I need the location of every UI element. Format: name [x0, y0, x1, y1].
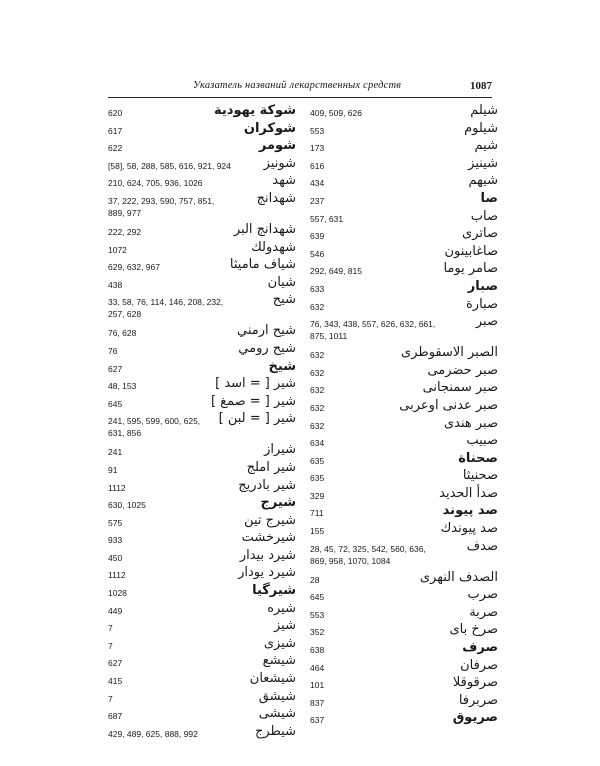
page-references-line: 630, 1025 [108, 500, 146, 511]
index-entry [310, 588, 498, 606]
arabic-term: صبر سمنجانى [422, 380, 498, 396]
arabic-term: صحناة [458, 450, 498, 466]
index-entry [108, 654, 296, 672]
page-references [310, 591, 324, 603]
arabic-term: صبار [467, 278, 498, 294]
arabic-term: صريوق [452, 710, 498, 726]
index-entry [108, 241, 296, 259]
page-references-line: 633 [310, 283, 325, 294]
arabic-term: صبر عدنى اوعربى [399, 397, 498, 413]
index-entry [108, 258, 296, 276]
index-entry [108, 293, 296, 324]
arabic-term: صامر يوما [443, 261, 498, 277]
index-entry [108, 139, 296, 157]
arabic-term: شهدولك [251, 239, 296, 255]
page-references [310, 160, 324, 172]
page-references [108, 380, 136, 392]
page-references [108, 177, 203, 189]
arabic-term: شيرج [260, 495, 296, 511]
page-references [310, 420, 324, 432]
index-entry [108, 479, 296, 497]
page-references-line: 1112 [108, 570, 126, 581]
arabic-term: صربرفا [458, 692, 498, 708]
index-entry [108, 690, 296, 708]
arabic-term: شوكران [243, 120, 296, 136]
page-references-line: 557, 631 [310, 213, 344, 224]
arabic-term: شيراز [264, 442, 296, 458]
page-references [310, 125, 324, 137]
page-references-line: 1112 [108, 482, 126, 493]
page-references-line: 616 [310, 160, 325, 171]
page-references [310, 318, 435, 342]
index-entry [310, 623, 498, 641]
arabic-term: شير [ = لبن ] [218, 411, 296, 427]
index-entry [108, 602, 296, 620]
page-references-line: 48, 153 [108, 381, 137, 392]
page-references-line: 575 [108, 517, 123, 528]
page-references-line: 622 [108, 143, 123, 154]
arabic-term: شهدانج [256, 190, 296, 206]
index-entry [310, 711, 498, 729]
page-references-line: 629, 632, 967 [108, 262, 160, 273]
index-entry [108, 104, 296, 122]
index-entry [310, 280, 498, 298]
page-references-line: 329 [310, 490, 325, 501]
arabic-term: الصبر الاسقوطرى [401, 345, 498, 361]
page-references [108, 640, 113, 652]
arabic-term: شيرگيا [252, 583, 296, 599]
arabic-term: شير [ = صمغ ] [210, 393, 296, 409]
arabic-term: شيشع [262, 653, 296, 669]
page-references-line: 33, 58, 76, 114, 146, 208, 232, [108, 297, 224, 308]
index-entry [310, 210, 498, 228]
index-entry [108, 395, 296, 413]
arabic-term: صبر هندى [443, 415, 498, 431]
index-column-left [108, 104, 296, 742]
index-entry [310, 399, 498, 417]
arabic-term: صدف [466, 538, 498, 554]
arabic-term: الصدف النهرى [419, 569, 498, 585]
arabic-term: شيزى [263, 635, 296, 651]
index-entry [310, 364, 498, 382]
index-entry [108, 619, 296, 637]
arabic-term: شيلم [470, 103, 498, 118]
arabic-term: صربة [469, 604, 498, 620]
page-references-line: 76 [108, 345, 118, 356]
page-references [108, 693, 113, 705]
page-references-line: 257, 628 [108, 309, 142, 320]
page-references-line: 632 [310, 402, 325, 413]
page-references [310, 384, 324, 396]
page-references [310, 177, 324, 189]
index-entry [310, 641, 498, 659]
arabic-term: صبر حضرمى [427, 362, 498, 378]
arabic-term: صا [480, 190, 498, 206]
index-entry [108, 584, 296, 602]
page-references [108, 125, 122, 137]
index-entry [310, 315, 498, 346]
index-entry [310, 540, 498, 571]
page-references [310, 283, 324, 295]
page-references [108, 296, 223, 320]
page-references [310, 349, 324, 361]
index-entry [310, 434, 498, 452]
index-entry [108, 443, 296, 461]
page-references-line: 1028 [108, 588, 127, 599]
page-references-line: 837 [310, 697, 325, 708]
page-references-line: 632 [310, 367, 325, 378]
page-references-line: 415 [108, 676, 123, 687]
index-entry [310, 381, 498, 399]
index-entry [310, 157, 498, 175]
page-references [108, 398, 122, 410]
page-references-line: 617 [108, 125, 123, 136]
arabic-term: صرب [467, 587, 498, 603]
index-entry [310, 417, 498, 435]
page-references-line: 210, 624, 705, 936, 1026 [108, 178, 203, 189]
page-references-line: 76, 628 [108, 328, 137, 339]
page-references [108, 499, 146, 511]
arabic-term: شير [ = اسد ] [215, 376, 296, 392]
page-references [310, 265, 362, 277]
arabic-term: شيطرج [254, 723, 296, 739]
page-references-line: 173 [310, 143, 325, 154]
arabic-term: شير بادريج [238, 477, 296, 493]
page-references [310, 195, 324, 207]
arabic-term: شيهم [468, 173, 498, 189]
page-references-line: 553 [310, 609, 325, 620]
index-entry [108, 342, 296, 360]
index-entry [108, 531, 296, 549]
page-references [310, 472, 324, 484]
page-references [108, 464, 117, 476]
index-entry [108, 412, 296, 443]
page-references-line: 7 [108, 640, 113, 651]
page-references [108, 244, 127, 256]
page-references [310, 490, 324, 502]
page-references [108, 142, 122, 154]
index-entry [108, 725, 296, 743]
arabic-term: صاترى [462, 226, 498, 242]
page-references [108, 587, 127, 599]
arabic-term: صرقوقلا [452, 675, 498, 691]
page-references-line: 875, 1011 [310, 331, 348, 342]
arabic-term: شيشق [258, 688, 296, 704]
index-entry [108, 360, 296, 378]
arabic-term: شيز [274, 618, 296, 634]
index-entry [310, 122, 498, 140]
page-references-line: 631, 856 [108, 428, 142, 439]
page-references [310, 248, 324, 260]
page-references-line: 155 [310, 526, 325, 537]
arabic-term: صبارة [465, 296, 498, 312]
page-references-line: 91 [108, 464, 118, 475]
page-references [310, 574, 319, 586]
index-entry [310, 469, 498, 487]
index-entry [108, 461, 296, 479]
index-entry [108, 637, 296, 655]
arabic-term: صبر [475, 314, 498, 330]
page-references-line: 37, 222, 293, 590, 757, 851, [108, 195, 215, 206]
page-references [108, 569, 126, 581]
page-references [310, 525, 324, 537]
arabic-term: صاب [470, 208, 498, 224]
index-entry [310, 346, 498, 364]
page-references [108, 415, 200, 439]
page-references [310, 609, 324, 621]
page-references-line: 869, 958, 1070, 1084 [310, 555, 391, 566]
page-references-line: 76, 343, 438, 557, 626, 632, 661, [310, 319, 436, 330]
page-references-line: 292, 649, 815 [310, 266, 362, 277]
page-references-line: 352 [310, 627, 325, 638]
running-title: Указатель названий лекарственных средств [193, 80, 401, 91]
page-references [310, 714, 324, 726]
index-entry [310, 676, 498, 694]
page-references [108, 446, 122, 458]
page-references [108, 534, 122, 546]
index-entry [108, 707, 296, 725]
arabic-term: شيشى [258, 706, 296, 722]
index-entry [310, 606, 498, 624]
arabic-term: شيح رومي [238, 340, 296, 356]
page-references-line: 438 [108, 279, 123, 290]
index-entry [108, 672, 296, 690]
index-entry [108, 324, 296, 342]
page-references-line: 434 [310, 178, 325, 189]
page-references [108, 482, 126, 494]
page-references-line: 241 [108, 447, 123, 458]
page-references [108, 552, 122, 564]
page-references [108, 345, 117, 357]
arabic-term: شيم [474, 138, 498, 154]
page-references-line: 638 [310, 645, 325, 656]
arabic-term: صدأ الحديد [439, 485, 498, 501]
page-references-line: 632 [310, 385, 325, 396]
arabic-term: شيرد بيدار [239, 547, 296, 563]
page-references-line: 101 [310, 680, 325, 691]
page-references [310, 644, 324, 656]
index-entry [310, 174, 498, 192]
page-references [108, 710, 122, 722]
header-rule [108, 97, 492, 98]
page-references-line: 449 [108, 605, 123, 616]
page-references [310, 437, 324, 449]
page-references-line: 7 [108, 623, 113, 634]
page-references [310, 142, 324, 154]
page-references [108, 728, 198, 740]
page-references [108, 363, 122, 375]
page-references-line: 632 [310, 420, 325, 431]
page-references [108, 261, 160, 273]
index-entry [108, 514, 296, 532]
page-references [108, 107, 122, 119]
page-references-line: 635 [310, 455, 325, 466]
page-references [310, 507, 324, 519]
page-references-line: 241, 595, 599, 600, 625, [108, 416, 201, 427]
page-references-line: [58], 58, 288, 585, 616, 921, 924 [108, 160, 231, 171]
arabic-term: شيلوم [464, 120, 498, 136]
arabic-term: شيح [272, 292, 296, 308]
page-references-line: 546 [310, 248, 325, 259]
page-references [108, 657, 122, 669]
arabic-term: شومر [258, 138, 296, 154]
page-references-line: 632 [310, 350, 325, 361]
index-entry [310, 192, 498, 210]
arabic-term: شينيز [468, 155, 498, 171]
arabic-term: شيرد يودار [238, 565, 296, 581]
index-entry [108, 192, 296, 223]
page-references [108, 327, 136, 339]
page-references-line: 1072 [108, 244, 127, 255]
arabic-term: شونيز [263, 155, 296, 171]
page-references [310, 662, 324, 674]
page-references [310, 367, 324, 379]
page-references [310, 455, 324, 467]
index-entry [108, 223, 296, 241]
index-entry [108, 496, 296, 514]
index-entry [310, 227, 498, 245]
arabic-term: شيرج تين [244, 512, 296, 528]
page-references [108, 279, 122, 291]
arabic-term: صرف [462, 640, 498, 656]
page-references [108, 226, 141, 238]
index-entry [310, 659, 498, 677]
page-references-line: 645 [108, 398, 123, 409]
index-entry [310, 694, 498, 712]
page-references-line: 450 [108, 552, 123, 563]
page-references-line: 632 [310, 301, 325, 312]
arabic-term: صرفان [460, 657, 498, 673]
page-references-line: 634 [310, 438, 325, 449]
arabic-term: صد پيوند [442, 503, 498, 519]
arabic-term: صبيب [466, 433, 498, 449]
arabic-term: شير املج [246, 459, 296, 475]
arabic-term: شياف ماميثا [229, 257, 296, 273]
page-references [310, 213, 343, 225]
index-entry [310, 522, 498, 540]
arabic-term: شيره [267, 600, 296, 616]
index-entry [108, 122, 296, 140]
page-references [108, 675, 122, 687]
index-entry [310, 487, 498, 505]
page-references [108, 517, 122, 529]
page-references-line: 28, 45, 72, 325, 542, 560, 636, [310, 543, 426, 554]
page-references-line: 222, 292 [108, 226, 142, 237]
page-references [310, 679, 324, 691]
arabic-term: شيرخشت [241, 530, 296, 546]
page-references-line: 627 [108, 363, 123, 374]
index-entry [108, 157, 296, 175]
index-entry [310, 298, 498, 316]
arabic-term: صد پيوندك [440, 521, 498, 537]
page-references-line: 409, 509, 626 [310, 108, 362, 118]
arabic-term: شيخ [268, 358, 296, 374]
page-references-line: 711 [310, 508, 324, 519]
page-references-line: 237 [310, 195, 325, 206]
index-entry [108, 566, 296, 584]
page-references-line: 627 [108, 658, 123, 669]
page-references-line: 645 [310, 592, 325, 603]
arabic-term: شيشعان [249, 671, 296, 687]
index-entry [310, 139, 498, 157]
page-references [310, 107, 362, 119]
index-entry [108, 549, 296, 567]
index-entry [310, 245, 498, 263]
page-references-line: 620 [108, 108, 123, 118]
page-references [310, 301, 324, 313]
page-references-line: 637 [310, 715, 325, 726]
page-number: 1087 [470, 80, 492, 92]
arabic-term: صاغابينون [444, 243, 498, 259]
arabic-term: شهدانج البر [233, 221, 296, 237]
arabic-term: صحنيثا [462, 468, 498, 484]
page-references-line: 429, 489, 625, 888, 992 [108, 728, 198, 739]
arabic-term: شيح ارمني [237, 323, 296, 339]
page-references-line: 933 [108, 535, 123, 546]
page-references-line: 639 [310, 231, 325, 242]
page-references [310, 543, 426, 567]
page-references-line: 464 [310, 662, 325, 673]
index-entry [310, 262, 498, 280]
arabic-term: شيان [267, 274, 296, 290]
page-references [108, 160, 231, 172]
page-references-line: 889, 977 [108, 207, 142, 218]
page-references-line: 7 [108, 693, 113, 704]
page-references [310, 697, 324, 709]
arabic-term: صرخ باى [449, 622, 498, 638]
index-entry [108, 377, 296, 395]
index-entry [310, 571, 498, 589]
index-entry [108, 276, 296, 294]
arabic-term: شوكة يهودية [214, 103, 296, 118]
page-references [108, 622, 113, 634]
index-entry [310, 452, 498, 470]
index-entry [108, 174, 296, 192]
page-references-line: 687 [108, 711, 123, 722]
running-header [108, 80, 492, 96]
index-entry [310, 504, 498, 522]
page-references-line: 635 [310, 473, 325, 484]
page-references [310, 230, 324, 242]
page-references [108, 195, 214, 219]
arabic-term: شهد [272, 173, 296, 189]
page-references-line: 28 [310, 574, 320, 585]
index-entry [310, 104, 498, 122]
index-column-right [310, 104, 498, 729]
page-references [310, 402, 324, 414]
page-references [310, 626, 324, 638]
page-references [108, 605, 122, 617]
page-references-line: 553 [310, 125, 325, 136]
